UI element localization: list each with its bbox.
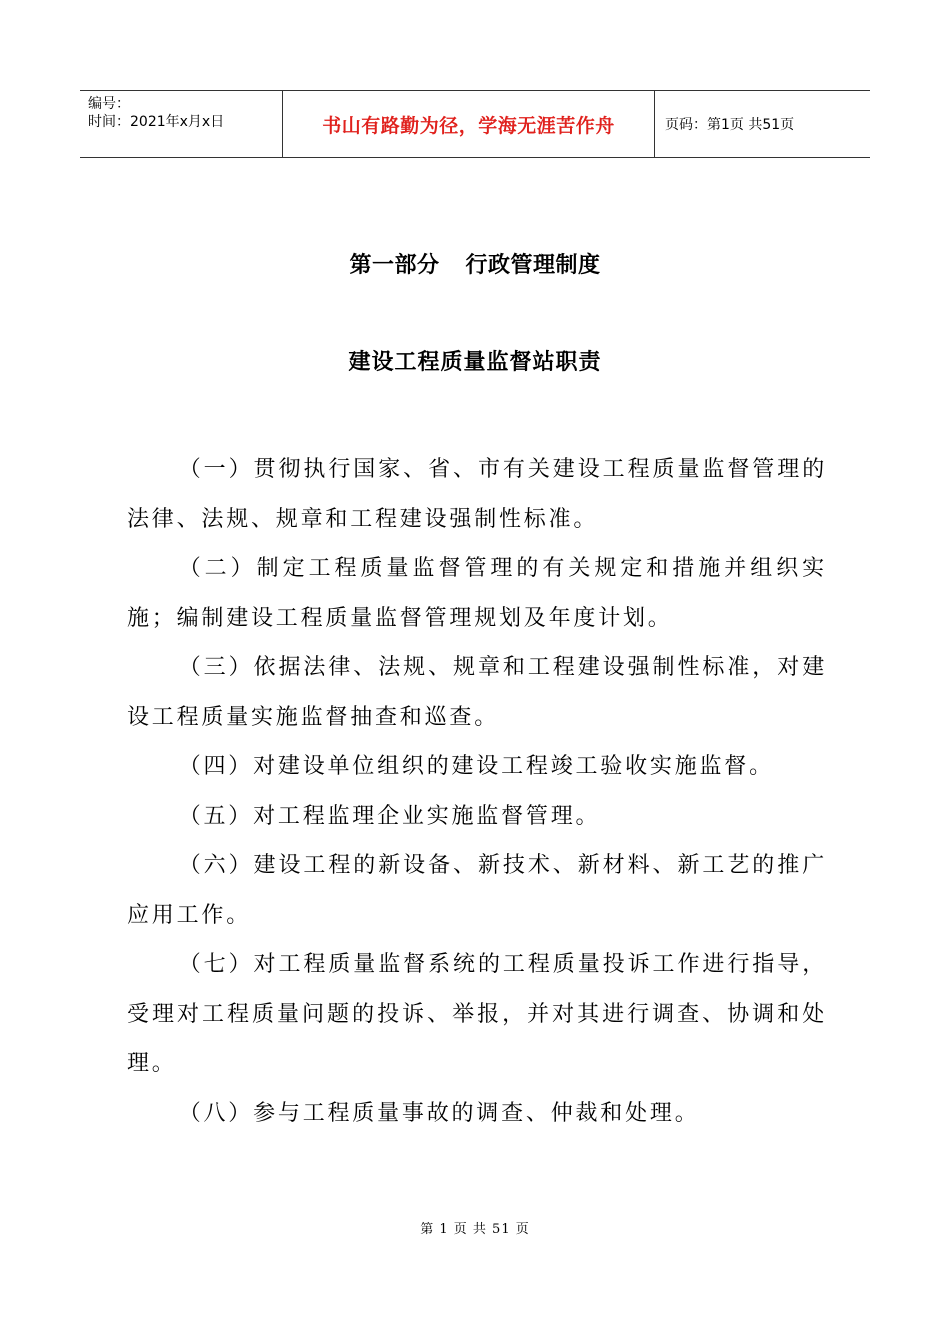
- part-name: 行政管理制度: [465, 253, 601, 278]
- part-title: [0, 248, 950, 279]
- paragraph: （三）依据法律、法规、规章和工程建设强制性标准，对建设工程质量实施监督抽查和巡查。: [127, 655, 827, 730]
- document-body: [127, 445, 827, 1138]
- paragraph: （五）对工程监理企业实施监督管理。: [178, 803, 601, 829]
- paragraph: （四）对建设单位组织的建设工程竣工验收实施监督。: [178, 754, 774, 779]
- header-meta: [80, 91, 282, 157]
- page-header: [80, 90, 870, 158]
- time-label: 时间：2021年x月x日: [88, 114, 225, 130]
- header-motto: 书山有路勤为径，学海无涯苦作舟: [282, 91, 655, 157]
- section-title: 建设工程质量监督站职责: [348, 350, 602, 375]
- paragraph: （七）对工程质量监督系统的工程质量投诉工作进行指导，受理对工程质量问题的投诉、举报，并对其进行调查、协调和处理。: [127, 952, 827, 1076]
- header-page-info: 页码：第1页 共51页: [665, 117, 795, 133]
- part-number: 第一部分: [349, 253, 440, 278]
- number-label: 编号：: [88, 96, 130, 112]
- paragraph: （一）贯彻执行国家、省、市有关建设工程质量监督管理的法律、法规、规章和工程建设强制性标准。: [127, 457, 827, 532]
- paragraph: （六）建设工程的新设备、新技术、新材料、新工艺的推广应用工作。: [127, 853, 827, 928]
- paragraph: （二）制定工程质量监督管理的有关规定和措施并组织实施；编制建设工程质量监督管理规划及年度计划。: [127, 556, 827, 631]
- page-footer: 第 1 页 共 51 页: [420, 1222, 530, 1237]
- paragraph: （八）参与工程质量事故的调查、仲裁和处理。: [178, 1100, 700, 1126]
